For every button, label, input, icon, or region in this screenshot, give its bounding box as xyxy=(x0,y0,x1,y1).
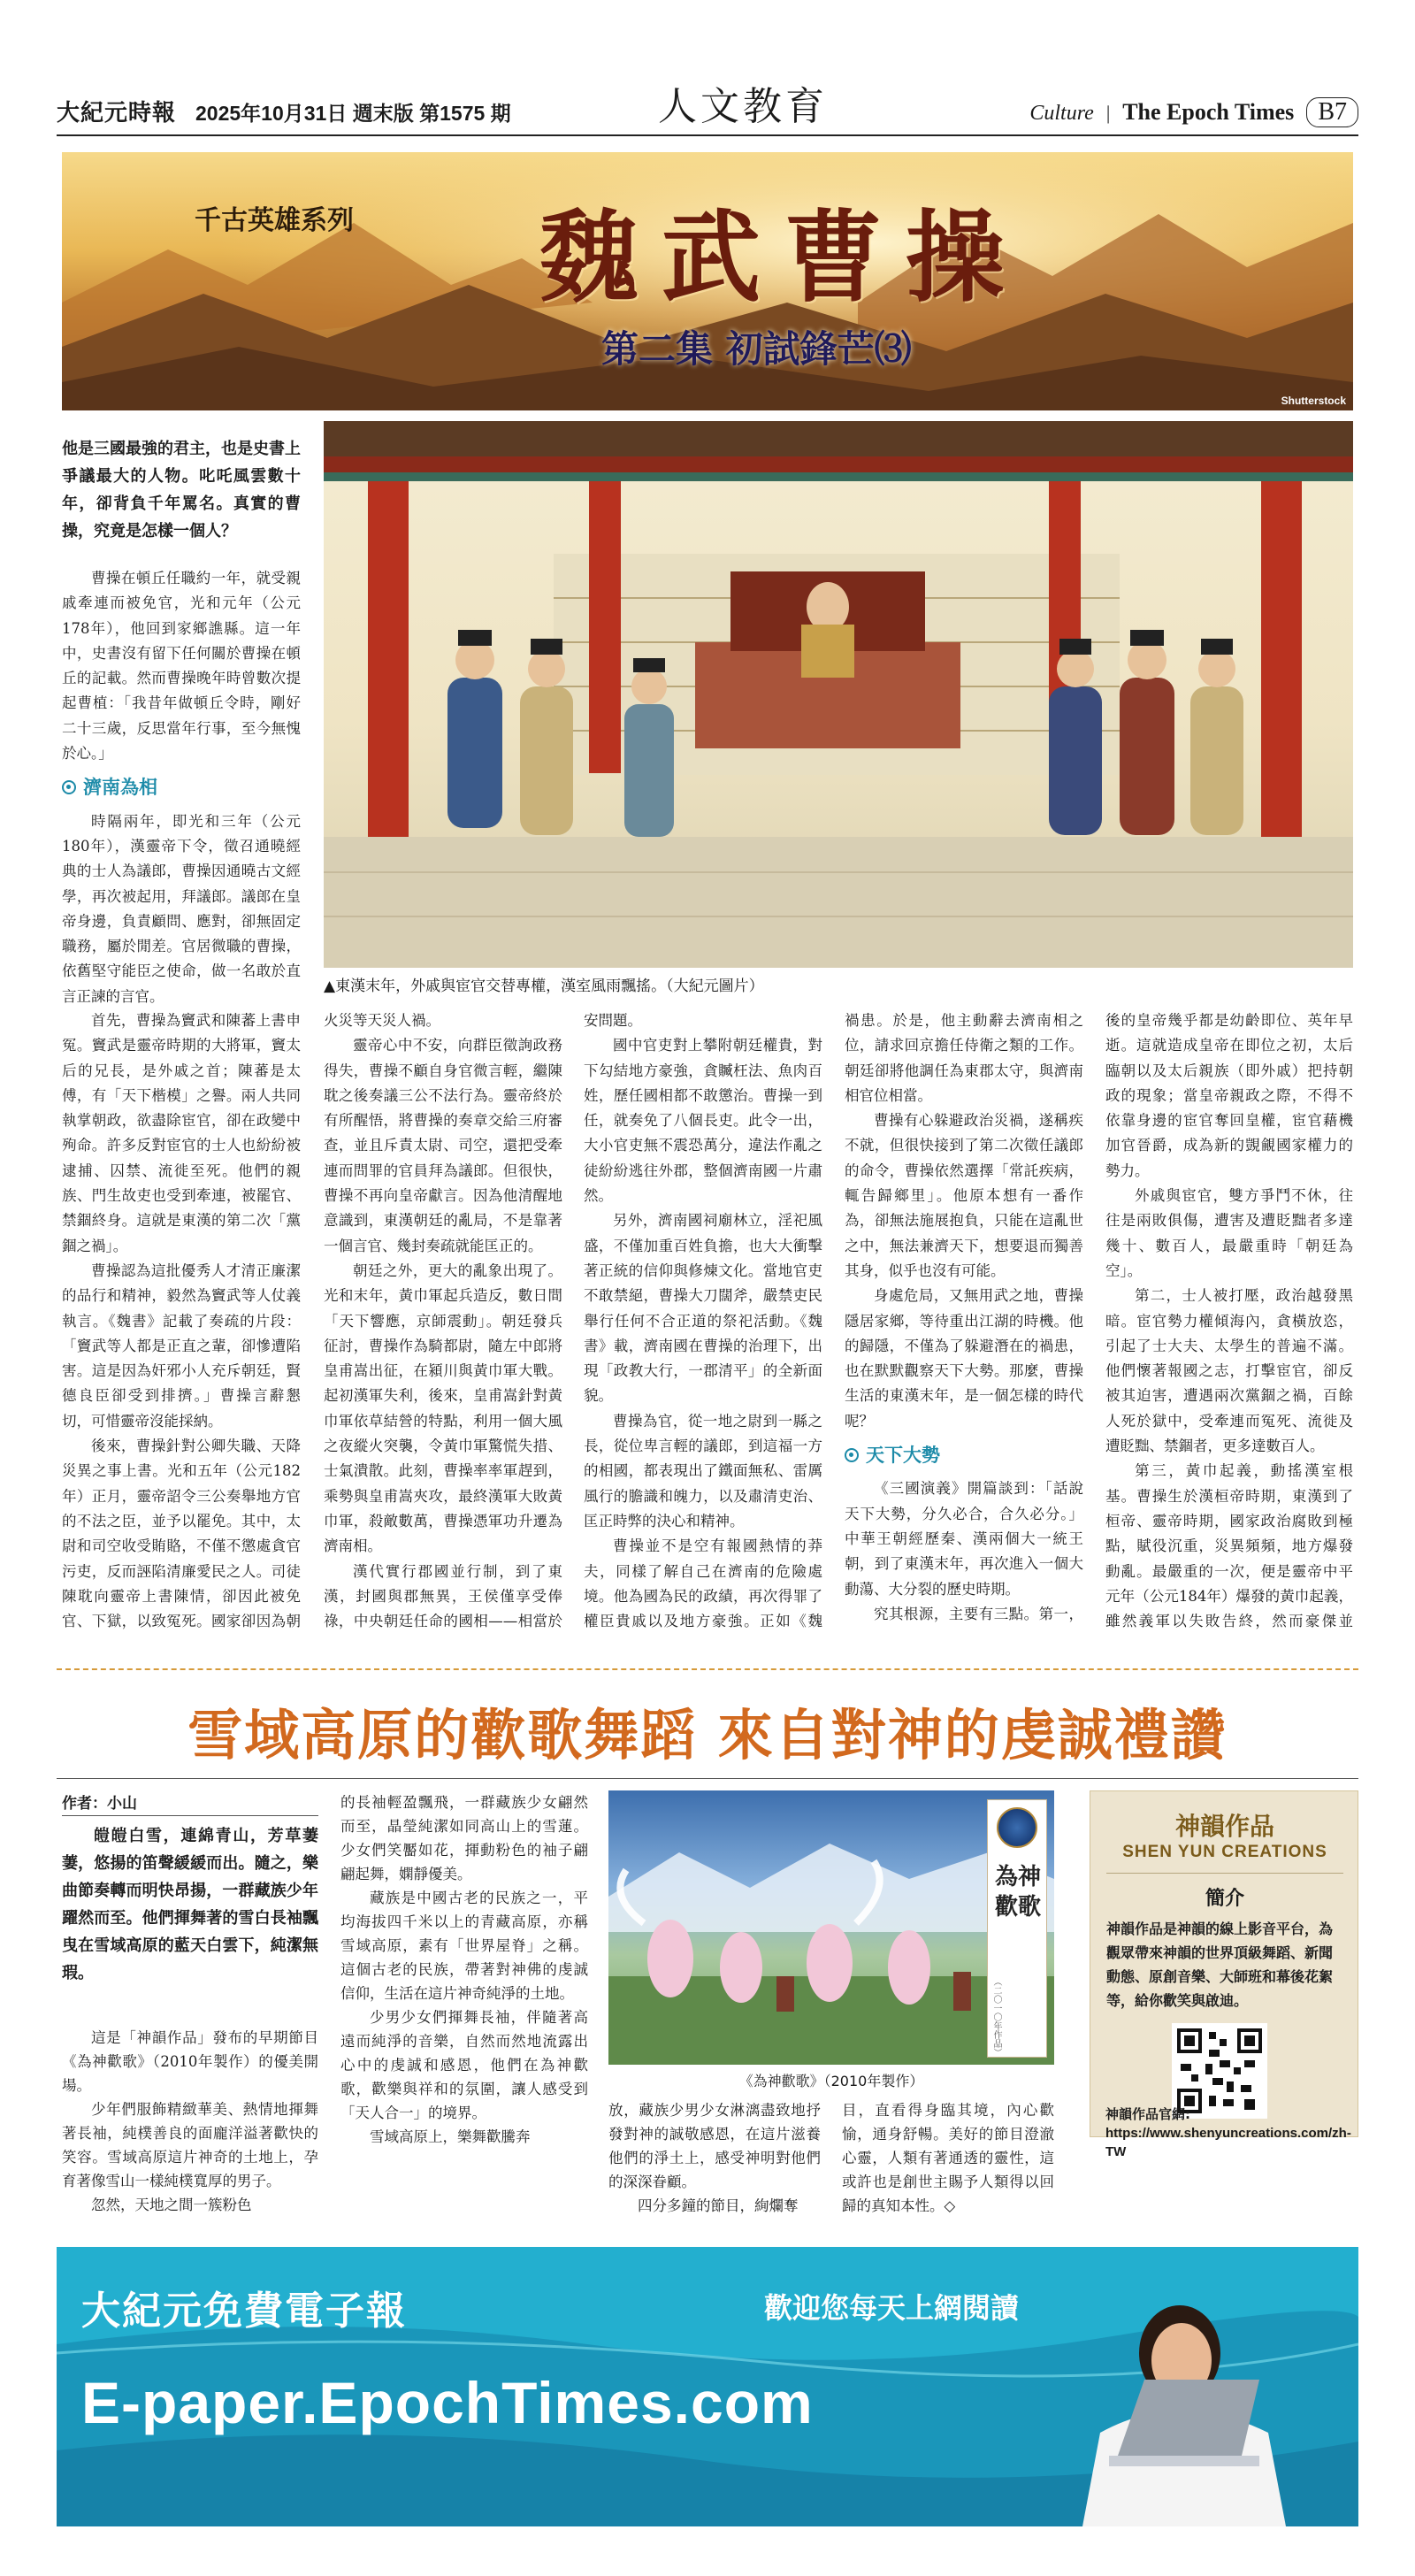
stamp-title: 為神歡歌 xyxy=(994,1864,1041,1920)
article-column-1b xyxy=(62,1008,301,1629)
ad-title: 大紀元免費電子報 xyxy=(81,2288,407,2334)
intro-heading: 簡介 xyxy=(1205,1888,1244,1910)
paragraph: 曹操在頓丘任職約一年，就受親戚牽連而被免官，光和元年（公元178年），他回到家鄉譙縣。這一年中，史書沒有留下任何關於曹操在頓丘的記載。然而曹操晚年時曾數次提起曹植：「我昔年做頓丘令時，剛好二十三歲，反思當年行事，至今無愧於心。」 xyxy=(62,570,301,763)
stamp-subtitle: （二〇一〇年作品） xyxy=(991,1977,1001,2057)
photo-caption: 《為神歡歌》（2010年製作） xyxy=(738,2073,924,2089)
image-credit: Shutterstock xyxy=(1281,395,1346,407)
paragraph: 身處危局，又無用武之地，曹操隱居家鄉，等待重出江湖的時機。他的歸隱，不僅為了躲避潛在的禍患，也在默默觀察天下大勢。那麼，曹操生活的東漢末年，是一個怎樣的時代呢？ xyxy=(845,1287,1083,1430)
paragraph: 後的皇帝幾乎都是幼齡即位、英年早逝。這就造成皇帝在即位之初，太后臨朝以及太后親族（即外戚）把持朝政的現象；當皇帝親政之際，不得不依靠身邊的宦官奪回皇權，宦官藉機加官晉爵，成為新的覬覦國家權力的勢力。 xyxy=(1105,1012,1353,1179)
ad-url-link[interactable]: E-paper.EpochTimes.com xyxy=(81,2370,814,2435)
paragraph: 後來，曹操針對公卿失職、天降災異之事上書。光和五年（公元182年）正月，靈帝詔令三公奏舉地方官的不法之臣，並予以罷免。其中，太尉和司空收受賄賂，不僅不懲處貪官污吏，反而誣陷清廉愛民之人。司徒陳耽向靈帝上書陳情，卻因此被免官、下獄，以致冤死。國家卻因為朝 xyxy=(62,1438,301,1629)
paragraph: 第二，士人被打壓，政治越發黑暗。宦官勢力權傾海內，貪橫放恣，引起了士大夫、太學生的普遍不滿。他們懷著報國之志，打擊宦官，卻反被其迫害，遭遇兩次黨錮之禍，百餘人死於獄中，受牽連而冤死、流徙及遭貶黜、禁錮者，更多達數百人。 xyxy=(1105,1287,1353,1455)
article-lead: 他是三國最強的君主，也是史書上爭議最大的人物。叱吒風雲數十年，卻背負千年罵名。真實的曹操，究竟是怎樣一個人？ xyxy=(62,440,301,540)
paragraph: 外戚與宦官，雙方爭鬥不休，往往是兩敗俱傷，遭害及遭貶黜者多達幾十、數百人，最嚴重時「朝廷為空」。 xyxy=(1105,1187,1353,1279)
paragraph: 靈帝心中不安，向群臣徵詢政務得失，曹操不顧自身官微言輕，繼陳耽之後奏議三公不法行為。靈帝終於有所醒悟，將曹操的奏章交給三府審查，並且斥責太尉、司空，還把受牽連而問罪的官員拜為議郎。但很快，曹操不再向皇帝獻言。因為他清醒地意識到，東漢朝廷的亂局，不是靠著一個言官、幾封奏疏就能匡正的。 xyxy=(324,1037,562,1254)
paragraph: 漢代實行郡國並行制，到了東漢，封國與郡無異，王侯僅享受俸祿，中央朝廷任命的國相——相當於 xyxy=(324,1562,562,1629)
shen-yun-website[interactable] xyxy=(1105,2105,1357,2161)
paragraph: 另外，濟南國祠廟林立，淫祀風盛，不僅加重百姓負擔，也大大衝擊著正統的信仰與修煉文化。當地官吏不敢禁絕，曹操大刀闊斧，嚴禁吏民舉行任何不合正道的祭祀活動。《魏書》載，濟南國在曹操的治理下，出現「政教大行，一郡清平」的全新面貌。 xyxy=(584,1212,822,1405)
paragraph: 曹操有心躲避政治災禍，遂稱疾不就，但很快接到了第二次徵任議郎的命令，曹操依然選擇「常託疾病，輒告歸鄉里」。他原本想有一番作為，卻無法施展抱負，只能在這亂世之中，無法兼濟天下，想要退而獨善其身，似乎也沒有可能。 xyxy=(845,1112,1083,1279)
lead-paragraph: 皚皚白雪，連綿青山，芳草萋萋，悠揚的笛聲緩緩而出。隨之，樂曲節奏轉而明快昂揚，一群藏族少年躍然而至。他們揮舞著的雪白長袖飄曳在雪域高原的藍天白雲下，純潔無瑕。 xyxy=(62,1827,318,1982)
ad-slogan: 歡迎您每天上網閱讀 xyxy=(764,2291,1020,2325)
paragraph: 《三國演義》開篇談到：「話說天下大勢，分久必合，合久必分。」中華王朝經歷秦、漢兩個大一統王朝，到了東漢末年，再次進入一個大動蕩、大分裂的歷史時期。 xyxy=(845,1480,1083,1598)
website-url[interactable]: https://www.shenyuncreations.com/zh-TW xyxy=(1105,2126,1351,2159)
paragraph: 朝廷之外，更大的亂象出現了。光和末年，黃巾軍起兵造反，數日間「天下響應，京師震動」。朝廷發兵征討，曹操作為騎都尉，隨左中郎將皇甫嵩出征，在潁川與黃巾軍大戰。起初漢軍失利，後來，皇甫嵩針對黃巾軍依草結營的特點，利用一個大風之夜縱火突襲，令黃巾軍驚慌失措、士氣潰散。此刻，曹操率率軍趕到，乘勢與皇甫嵩夾攻，最終漢軍大敗黃巾軍，殺敵數萬，曹操憑軍功升遷為濟南相。 xyxy=(324,1261,562,1555)
palace-scene-image xyxy=(324,421,1353,968)
subheading-text: 天下大勢 xyxy=(866,1445,940,1467)
image-caption: ▲東漢末年，外戚與宦官交替專權，漢室風雨飄搖。（大紀元圖片） xyxy=(324,978,764,995)
paragraph: 少年們服飾精緻華美、熱情地揮舞著長袖，純樸善良的面龐洋溢著歡快的笑容。雪域高原這片神奇的土地上，孕育著像雪山一樣純樸寬厚的男子。 xyxy=(62,2101,318,2189)
byline-rule xyxy=(62,1815,318,1816)
paragraph: 四分多鐘的節目，絢爛奪 xyxy=(638,2197,799,2214)
subheading-text: 濟南為相 xyxy=(83,777,157,799)
article-column-3 xyxy=(584,1008,822,1629)
paragraph: 這是「神韻作品」發布的早期節目《為神歡歌》（2010年製作）的優美開場。 xyxy=(62,2029,318,2094)
newspaper-logo: 大紀元時報 xyxy=(57,100,177,126)
article-banner xyxy=(62,152,1353,410)
shen-yun-info-box xyxy=(1090,1790,1358,2137)
paragraph: 第三，黃巾起義，動搖漢室根基。曹操生於漢桓帝時期，東漢到了桓帝、靈帝時期，國家政治腐敗到極點，賦役沉重，災異頻頻，地方爆發動亂。最嚴重的一次，便是靈帝中平元年（公元184年）爆發的黃巾起義，雖然義軍以失敗告終，然而豪傑並 xyxy=(1105,1462,1353,1629)
paragraph: 少男少女們揮舞長袖，伴隨著高遠而純淨的音樂，自然而然地流露出心中的虔誠和感恩，他們在為神歡歌，歡樂與祥和的氛圍，讓人感受到「天人合一」的境界。 xyxy=(340,2009,588,2121)
paragraph: 曹操並不是空有報國熱情的莽夫，同樣了解自己在濟南的危險處境。他為國為民的政績，再次得罪了權臣貴戚以及地方豪強。正如《魏 xyxy=(584,1537,822,1629)
paper-name-en: The Epoch Times xyxy=(1122,99,1295,125)
shen-yun-medal-icon xyxy=(997,1807,1037,1848)
series-label: 千古英雄系列 xyxy=(195,205,354,236)
epaper-advertisement[interactable] xyxy=(57,2247,1358,2526)
paragraph: 國中官吏對上攀附朝廷權貴，對下勾結地方豪強，貪贓枉法、魚肉百姓，歷任國相都不敢懲治。曹操一到任，就奏免了八個長吏。此令一出，大小官吏無不震恐萬分，違法作亂之徒紛紛逃往外郡，整個濟南國一片肅然。 xyxy=(584,1037,822,1205)
article-column-2 xyxy=(324,1008,562,1629)
article2-column-1 xyxy=(62,2026,318,2229)
paragraph: 藏族是中國古老的民族之一，平均海拔四千米以上的青藏高原，亦稱雪域高原，素有「世界屋脊」之稱。這個古老的民族，帶著對神佛的虔誠信仰，生活在這片神奇純淨的土地。 xyxy=(340,1890,588,2002)
section-title: 人文教育 xyxy=(658,84,828,129)
masthead xyxy=(57,84,1358,136)
qr-code-icon[interactable] xyxy=(1172,2023,1267,2119)
paragraph: 究其根源，主要有三點。第一， xyxy=(874,1605,1083,1622)
subheading xyxy=(62,775,301,800)
shen-yun-logo xyxy=(1106,1807,1343,1862)
section-label-en: Culture xyxy=(1029,102,1094,125)
episode-title: 第二集 初試鋒芒⑶ xyxy=(601,327,912,371)
subheading xyxy=(845,1443,1083,1468)
section-divider xyxy=(57,1668,1358,1670)
article2-headline: 雪域高原的歡歌舞蹈 來自對神的虔誠禮讚 xyxy=(187,1703,1228,1767)
paragraph: 放，藏族少男少女淋漓盡致地抒發對神的誠敬感恩，在這片滋養他們的淨土上，感受神明對他們的深深眷顧。 xyxy=(608,2102,821,2190)
program-stamp xyxy=(987,1799,1047,2058)
headline-rule xyxy=(57,1778,1358,1779)
article2-column-2 xyxy=(340,1790,588,2227)
paragraph: 曹操為官，從一地之尉到一縣之長，從位卑言輕的議郎，到這福一方的相國，都表現出了鐵面無私、雷厲風行的膽識和魄力，以及肅清吏治、匡正時弊的決心和精神。 xyxy=(584,1412,822,1530)
banner-title: 魏武曹操 xyxy=(539,200,1028,316)
paragraph: 目，直看得身臨其境，內心歡愉，通身舒暢。美好的節目澄澈心靈，人類有著通透的靈性，這或許也是創世主賜予人類得以回歸的真知本性。◇ xyxy=(842,2102,1054,2214)
article-column-4 xyxy=(845,1008,1083,1629)
circle-bullet-icon xyxy=(62,780,76,794)
paragraph: 火災等天災人禍。 xyxy=(324,1012,440,1029)
author-byline: 作者：小山 xyxy=(62,1795,137,1813)
paragraph: 曹操認為這批優秀人才清正廉潔的品行和精神，毅然為竇武等人仗義執言。《魏書》記載了奏疏的片段：「竇武等人都是正直之輩，卻慘遭陷害。這是因為奸邪小人充斥朝廷，賢德良臣卻受到排擠。」曹操言辭懇切，可惜靈帝沒能採納。 xyxy=(62,1261,301,1430)
article2-column-4 xyxy=(842,2098,1054,2227)
paragraph: 雪域高原上，樂舞歡騰奔 xyxy=(370,2128,531,2145)
page-number: B7 xyxy=(1306,97,1358,127)
logo-chinese: 神韻作品 xyxy=(1174,1812,1274,1841)
paragraph: 忽然，天地之間一簇粉色 xyxy=(91,2196,252,2213)
paragraph: 首先，曹操為竇武和陳蕃上書申冤。竇武是靈帝時期的大將軍，竇太后的兄長，是外戚之首；陳蕃是太傅，有「天下楷模」之譽。兩人共同執掌朝政，欲盡除宦官，卻在政變中殉命。許多反對宦官的士人也紛紛被逮捕、囚禁、流徙至死。他們的親族、門生故吏也受到牽連，被罷官、禁錮終身。這就是東漢的第二次「黨錮之禍」。 xyxy=(62,1012,301,1254)
article-column-1a xyxy=(62,566,301,1005)
court-illustration xyxy=(324,421,1353,968)
intro-text: 神韻作品是神韻的線上影音平台，為觀眾帶來神韻的世界頂級舞蹈、新聞動態、原創音樂、大師班和幕後花絮等，給你歡笑與啟迪。 xyxy=(1106,1920,1334,2009)
separator: | xyxy=(1105,102,1111,124)
paragraph: 時隔兩年，即光和三年（公元180年），漢靈帝下令，徵召通曉經典的士人為議郎，曹操因通曉古文經學，再次被起用，拜議郎。議郎在皇帝身邊，負責顧問、應對，卻無固定職務，屬於閒差。官居微職的曹操，依舊堅守能臣之使命，做一名敢於直言正諫的言官。 xyxy=(62,812,301,1005)
qr-code-graphic xyxy=(1177,2028,1262,2113)
paragraph: 安問題。 xyxy=(584,1012,642,1029)
circle-bullet-icon xyxy=(845,1448,859,1462)
article2-column-3 xyxy=(608,2098,821,2227)
paragraph: 禍患。於是，他主動辭去濟南相之位，請求回京擔任侍衛之類的工作。朝廷卻將他調任為東郡太守，與濟南相官位相當。 xyxy=(845,1012,1083,1104)
article2-lead xyxy=(62,1822,318,1987)
divider xyxy=(1106,1873,1343,1874)
logo-english: SHEN YUN CREATIONS xyxy=(1122,1843,1327,1861)
article-column-5 xyxy=(1105,1008,1353,1629)
website-label: 神韻作品官網: xyxy=(1105,2106,1190,2122)
paragraph: 的長袖輕盈飄飛，一群藏族少女翩然而至，晶瑩純潔如同高山上的雪蓮。少女們笑靨如花，揮動粉色的袖子翩翩起舞，嫻靜優美。 xyxy=(340,1794,588,1882)
issue-date: 2025年10月31日 週末版 第1575 期 xyxy=(195,102,511,125)
